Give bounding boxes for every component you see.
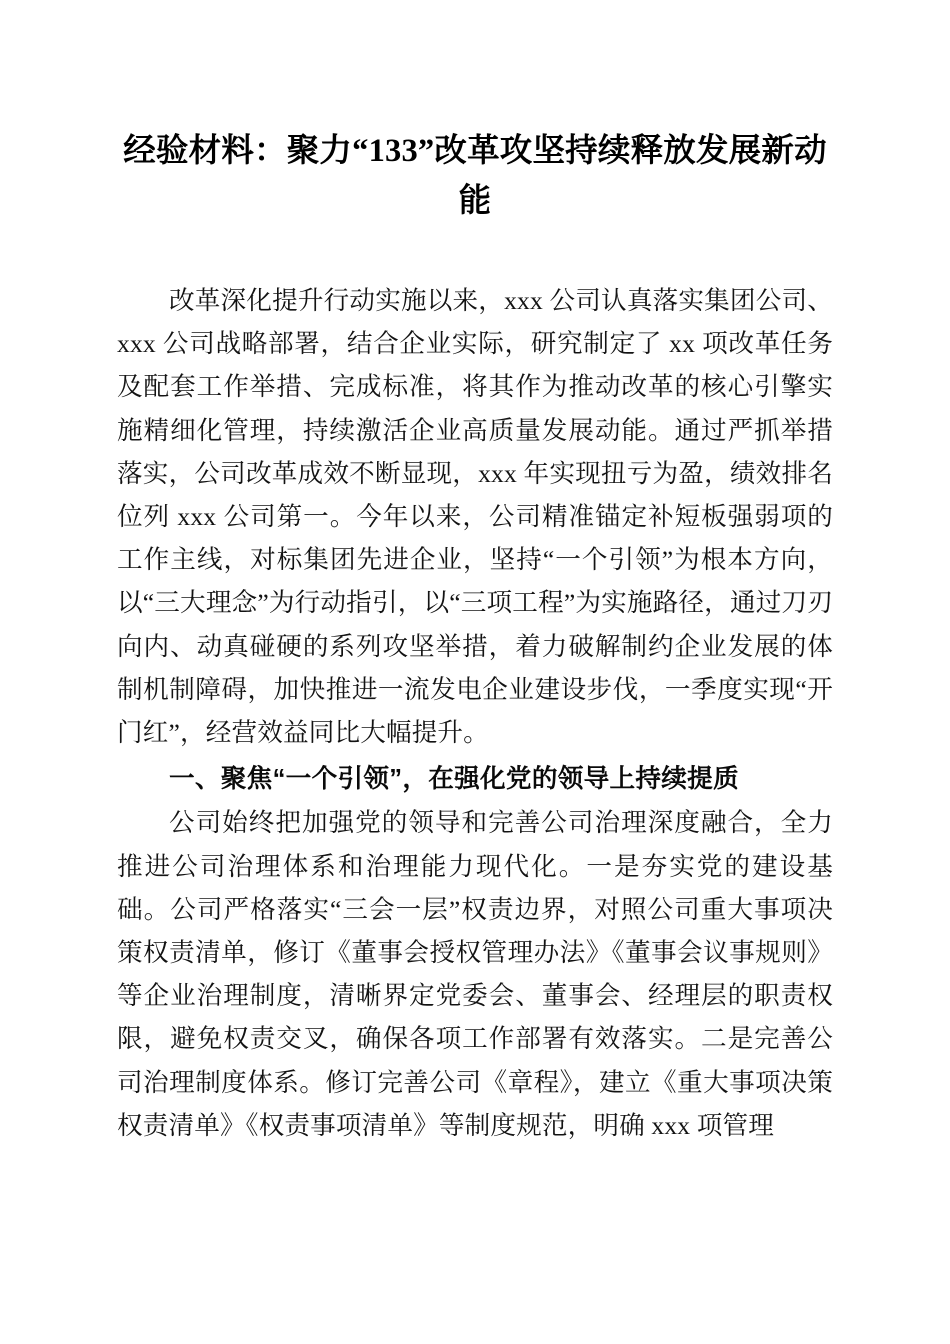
section-heading-1: 一、聚焦“一个引领”，在强化党的领导上持续提质: [169, 765, 739, 794]
document-title: 经验材料：聚力“133”改革攻坚持续释放发展新动能: [123, 133, 827, 219]
body-paragraph-2: 公司始终把加强党的领导和完善公司治理深度融合，全力推进公司治理体系和治理能力现代化。一是夯实党的建设基础。公司严格落实“三会一层”权责边界，对照公司重大事项决策权责清单，修订《董事会授权管理办法》《董事会议事规则》等企业治理制度，清晰界定党委会、董事会、经理层的职责权限，避免权责交叉，确保各项工作部署有效落实。二是完善公司治理制度体系。修订完善公司《章程》，建立《重大事项决策权责清单》《权责事项清单》等制度规范，明确 xxx 项管理: [117, 808, 833, 1140]
document-body: [117, 0, 833, 1147]
body-paragraph-1: 改革深化提升行动实施以来，xxx 公司认真落实集团公司、xxx 公司战略部署，结合企业实际，研究制定了 xx 项改革任务及配套工作举措、完成标准，将其作为推动改革的核心引擎实施精细化管理，持续激活企业高质量发展动能。通过严抓举措落实，公司改革成效不断显现，xxx 年实现扭亏为盈，绩效排名位列 xxx 公司第一。今年以来，公司精准锚定补短板强弱项的工作主线，对标集团先进企业，坚持“一个引领”为根本方向，以“三大理念”为行动指引，以“三项工程”为实施路径，通过刀刃向内、动真碰硬的系列攻坚举措，着力破解制约企业发展的体制机制障碍，加快推进一流发电企业建设步伐，一季度实现“开门红”，经营效益同比大幅提升。: [117, 286, 833, 748]
